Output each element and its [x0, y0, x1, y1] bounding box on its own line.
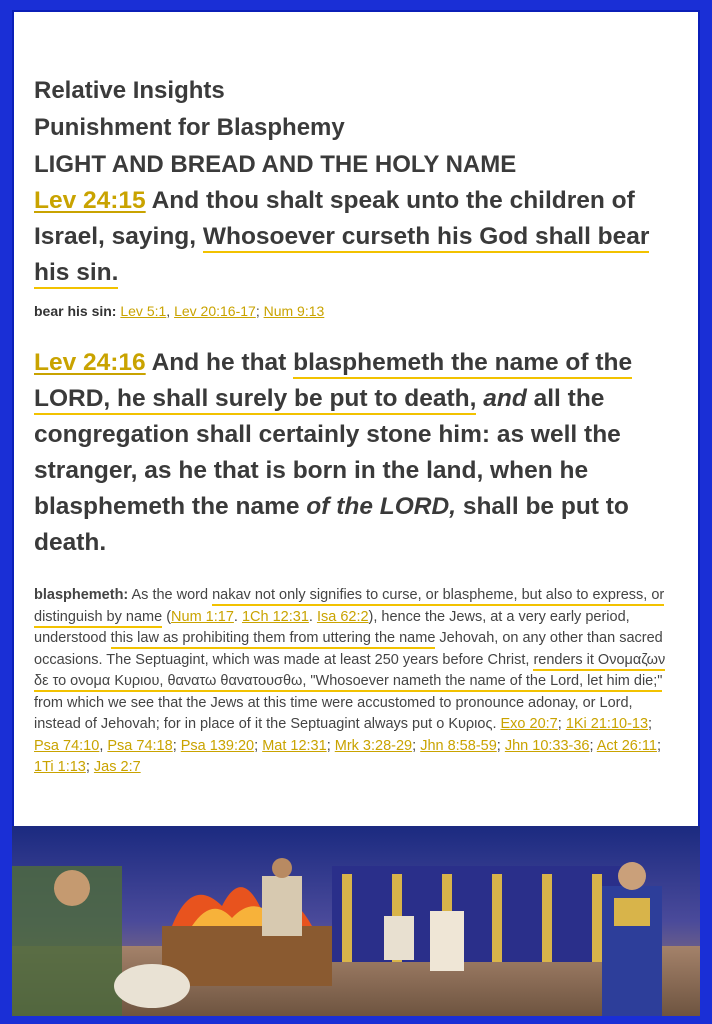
header-relative-insights: Relative Insights — [34, 77, 225, 104]
ref-link[interactable]: Mrk 3:28-29 — [334, 737, 413, 754]
verse-text: shall be put to death. — [34, 493, 629, 556]
italic-text: and — [483, 385, 527, 412]
note-text: . — [233, 608, 242, 625]
verse-text: all the congregation shall certainly stone him: as well the stranger, as he that is born in the land, when he blasphemeth the name — [34, 385, 621, 520]
ref-link[interactable]: Exo 20:7 — [500, 716, 558, 732]
ref-link[interactable]: Num 1:17 — [171, 608, 234, 625]
note-text: ( — [162, 608, 172, 625]
figure-head — [618, 862, 646, 890]
pillar — [342, 874, 352, 962]
note-label: bear his sin: — [34, 303, 117, 319]
figure-head — [54, 870, 90, 906]
highlighted-text: Whosoever curseth his God shall bear his sin. — [34, 223, 649, 289]
ref-link[interactable]: Num 9:13 — [263, 303, 325, 319]
note-text: . — [308, 608, 317, 625]
pillar — [592, 874, 602, 962]
highlighted-text: nakav not only signifies to curse, or blaspheme, but also to express, or distinguish by name — [34, 587, 664, 628]
highlighted-text: this law as prohibiting them from uttering the name — [111, 630, 436, 649]
altar — [162, 926, 332, 986]
verse-ref-link[interactable]: Lev 24:16 — [34, 349, 146, 376]
highlighted-text: blasphemeth the name of the LORD, he shall surely be put to death, — [34, 349, 632, 415]
breastplate — [614, 898, 650, 926]
ref-link[interactable]: Jhn 8:58-59 — [420, 737, 497, 754]
note-text: Jehovah, on any other than sacred occasions. The Septuagint, which was made at least 250 years before Christ, — [34, 630, 663, 668]
verse-lev-24-16 — [34, 345, 674, 561]
pillar — [542, 874, 552, 962]
figure-head — [272, 858, 292, 878]
note-label: blasphemeth: — [34, 587, 129, 603]
ref-link[interactable]: 1Ch 12:31 — [241, 608, 309, 625]
note-text: from which we see that the Jews at this time were accustomed to pronounce adonay, or Lord, instead of Jehovah; for in place of it the Septuagint always put ο Κυριος. — [34, 694, 633, 732]
note-text: As the word — [128, 587, 213, 603]
verse-lev-24-15 — [34, 183, 674, 291]
illustration-tabernacle-scene — [12, 826, 700, 1016]
pillar — [492, 874, 502, 962]
ref-link[interactable]: Jhn 10:33-36 — [504, 737, 590, 754]
ref-link[interactable]: Mat 12:31 — [262, 737, 327, 754]
content — [34, 72, 674, 779]
header-section-title: LIGHT AND BREAD AND THE HOLY NAME — [34, 151, 517, 178]
ref-link[interactable]: Psa 139:20 — [180, 737, 255, 754]
verse-text: And he that — [145, 349, 294, 376]
highlighted-text: renders it Ονομαζων δε το ονομα Κυριου, θανατω θανατουσθω, "Whosoever nameth the name of the Lord, let him die;" — [34, 652, 665, 693]
figure-worker — [430, 911, 464, 971]
ref-link[interactable]: Psa 74:18 — [107, 737, 173, 754]
sheep — [114, 964, 190, 1008]
note-blasphemeth: blasphemeth: As the word nakav not only signifies to curse, or blaspheme, but also to express, or distinguish by name (Num 1:17. 1Ch 12:31. Isa 62:2), hence the Jews, at a very early period, understood this law as prohibiting them from uttering the name Jehovah, on any other than sacred occasions. The Septuagint, which was made at least 250 years before Christ, renders it Ονομαζων δε το ονομα Κυριου, θανατω θανατουσθω, "Whosoever nameth the name of the Lord, let him die;" from which we see that the Jews at this time were accustomed to pronounce adonay, or Lord, instead of Jehovah; for in place of it the Septuagint always put ο Κυριος. Exo 20:7; 1Ki 21:10-13; Psa 74:10, Psa 74:18; Psa 139:20; Mat 12:31; Mrk 3:28-29; Jhn 8:58-59; Jhn 10:33-36; Act 26:11; 1Ti 1:13; Jas 2:7 — [34, 587, 666, 775]
header-topic: Punishment for Blasphemy — [34, 114, 345, 141]
italic-text: of the LORD, — [306, 493, 457, 520]
tabernacle-curtain — [332, 866, 632, 962]
figure-priest — [262, 876, 302, 936]
ref-link[interactable]: Act 26:11 — [596, 737, 657, 754]
ref-link[interactable]: 1Ti 1:13 — [34, 759, 86, 775]
tabernacle-illustration — [12, 826, 700, 1016]
verse-text: And thou shalt speak unto the children of Israel, saying, — [34, 187, 635, 250]
verse-ref-link[interactable]: Lev 24:15 — [34, 187, 146, 214]
ref-link[interactable]: Lev 20:16-17 — [174, 303, 256, 319]
ref-link[interactable]: Jas 2:7 — [93, 759, 141, 775]
note-bear-his-sin: bear his sin: Lev 5:1, Lev 20:16-17; Num 9:13 — [34, 303, 325, 319]
note-text: ), hence the Jews, at a very early period, understood — [34, 608, 630, 646]
figure-worker — [384, 916, 414, 960]
ref-link[interactable]: Psa 74:10 — [34, 737, 100, 754]
ref-link[interactable]: Isa 62:2 — [316, 608, 369, 625]
ref-link[interactable]: Lev 5:1 — [120, 303, 167, 319]
ref-link[interactable]: 1Ki 21:10-13 — [565, 716, 649, 732]
